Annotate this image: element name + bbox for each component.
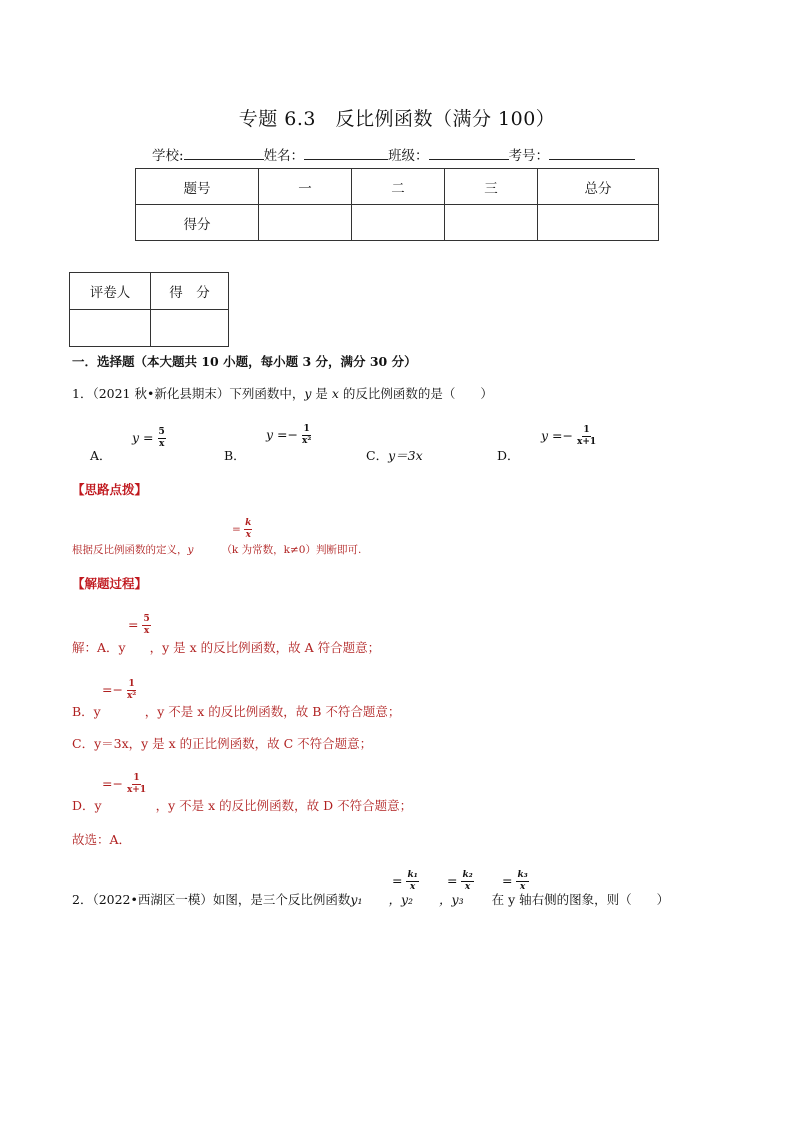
option-b-expr — [266, 424, 311, 447]
sol-b-post: ，y 不是 x 的反比例函数，故 B 不符合题意； — [144, 704, 401, 719]
hint-eq: = — [232, 523, 241, 536]
sol-d-fraction — [102, 773, 146, 796]
q2-y1: y₁ — [350, 892, 363, 907]
hint-text — [72, 542, 361, 557]
option-d-numerator: 1 — [583, 425, 590, 435]
question-1-prefix: 1．（2021 秋•新化县期末）下列函数中， — [72, 386, 305, 401]
solution-b — [72, 702, 400, 720]
sol-b-numerator: 1 — [128, 679, 135, 689]
student-info-line — [152, 144, 635, 164]
hint-numerator: k — [245, 518, 252, 528]
score-header-question-no: 题号 — [136, 169, 259, 205]
hint-text-post: （k 为常数，k≠0）判断即可. — [221, 544, 362, 556]
sol-a-pre: 解：A．y — [72, 640, 126, 655]
option-d-lhs: y =− — [541, 428, 573, 443]
score-header-2: 二 — [352, 169, 445, 205]
q2-y2: ，y₂ — [388, 892, 414, 907]
q2-k2: k₂ — [462, 870, 473, 880]
section-heading: 一．选择题（本大题共 10 小题，每小题 3 分，满分 30 分） — [72, 354, 417, 369]
q2-eq-3: = — [502, 873, 513, 888]
var-y: y — [304, 386, 312, 401]
question-1-stem — [72, 384, 493, 402]
q2-frac-1 — [392, 870, 419, 893]
solution-header: 【解题过程】 — [72, 576, 148, 591]
sol-b-fraction — [102, 679, 136, 702]
option-b-numerator: 1 — [303, 424, 310, 434]
sol-a-numerator: 5 — [143, 614, 150, 624]
q2-eq-2: = — [447, 873, 458, 888]
option-c-label: C． — [366, 448, 389, 463]
option-c-expr: y＝3x — [388, 448, 423, 463]
question-2-stem — [72, 890, 669, 908]
sol-a-eq: = — [128, 617, 139, 632]
school-field[interactable] — [184, 145, 264, 160]
grader-table — [69, 272, 229, 347]
q2-den-2: x — [464, 882, 471, 892]
sol-d-pre: D．y — [72, 798, 102, 813]
solution-c: C．y＝3x，y 是 x 的正比例函数，故 C 不符合题意； — [72, 736, 373, 751]
q2-k1: k₁ — [407, 870, 418, 880]
q2-y3: ，y₃ — [439, 892, 464, 907]
hint-fraction — [232, 518, 252, 541]
option-a-label[interactable]: A． — [90, 448, 112, 463]
option-a-lhs: y = — [132, 430, 154, 445]
name-label: 姓名： — [263, 148, 305, 164]
score-header-total: 总分 — [538, 169, 659, 205]
grader-cell[interactable] — [70, 310, 151, 347]
score-row-label: 得分 — [136, 205, 259, 241]
sol-d-denominator: x+1 — [126, 785, 147, 795]
hint-denominator: x — [245, 530, 251, 540]
option-d-expr — [541, 425, 596, 448]
q2-frac-3 — [502, 870, 529, 893]
question-2-prefix: 2．（2022•西湖区一模）如图，是三个反比例函数 — [72, 892, 351, 907]
sol-a-fraction — [128, 614, 151, 637]
sol-a-denominator: x — [143, 626, 150, 636]
score-cell-2[interactable] — [352, 205, 445, 241]
question-1-suffix: 的反比例函数的是（ ） — [338, 386, 493, 401]
grader-header: 评卷人 — [70, 273, 151, 310]
q2-den-1: x — [409, 882, 416, 892]
school-label: 学校: — [152, 148, 184, 164]
sol-d-numerator: 1 — [133, 773, 140, 783]
answer: 故选：A． — [72, 832, 132, 847]
class-label: 班级： — [388, 148, 429, 164]
sol-d-post: ，y 不是 x 的反比例函数，故 D 不符合题意； — [155, 798, 413, 813]
var-x: x — [331, 386, 339, 401]
option-c[interactable] — [366, 446, 423, 464]
sol-b-eq: =− — [102, 682, 123, 697]
score-cell-total[interactable] — [538, 205, 659, 241]
question-2-suffix: 在 y 轴右侧的图象，则（ ） — [491, 892, 670, 907]
exam-number-label: 考号： — [508, 148, 550, 164]
score-header-3: 三 — [445, 169, 538, 205]
sol-a-post: ，y 是 x 的反比例函数，故 A 符合题意； — [149, 640, 381, 655]
q2-frac-2 — [447, 870, 474, 893]
option-a-denominator: x — [158, 439, 165, 449]
option-a-numerator: 5 — [158, 427, 165, 437]
option-d-denominator: x+1 — [576, 437, 597, 447]
hint-text-pre: 根据反比例函数的定义， — [72, 544, 188, 556]
grader-score-cell[interactable] — [151, 310, 229, 347]
solution-d — [72, 796, 412, 814]
q2-eq-1: = — [392, 873, 403, 888]
sol-d-eq: =− — [102, 776, 123, 791]
option-a-expr — [132, 427, 166, 450]
question-1-mid: 是 — [311, 386, 332, 401]
q2-den-3: x — [519, 882, 526, 892]
page-title: 专题 6.3 反比例函数（满分 100） — [238, 108, 556, 130]
class-field[interactable] — [429, 145, 509, 160]
name-field[interactable] — [304, 145, 388, 160]
score-cell-3[interactable] — [445, 205, 538, 241]
hint-header: 【思路点拨】 — [72, 482, 148, 497]
option-b-label[interactable]: B． — [224, 448, 246, 463]
exam-number-field[interactable] — [549, 145, 635, 160]
score-table — [135, 168, 659, 241]
sol-b-denominator: x² — [126, 691, 137, 701]
grader-score-header: 得 分 — [151, 273, 229, 310]
q2-k3: k₃ — [517, 870, 528, 880]
score-cell-1[interactable] — [259, 205, 352, 241]
option-b-denominator: x² — [301, 436, 312, 446]
hint-var-y: y — [187, 544, 194, 556]
score-header-1: 一 — [259, 169, 352, 205]
solution-a — [72, 638, 380, 656]
option-b-lhs: y =− — [266, 427, 298, 442]
sol-b-pre: B．y — [72, 704, 101, 719]
option-d-label[interactable]: D． — [497, 448, 520, 463]
